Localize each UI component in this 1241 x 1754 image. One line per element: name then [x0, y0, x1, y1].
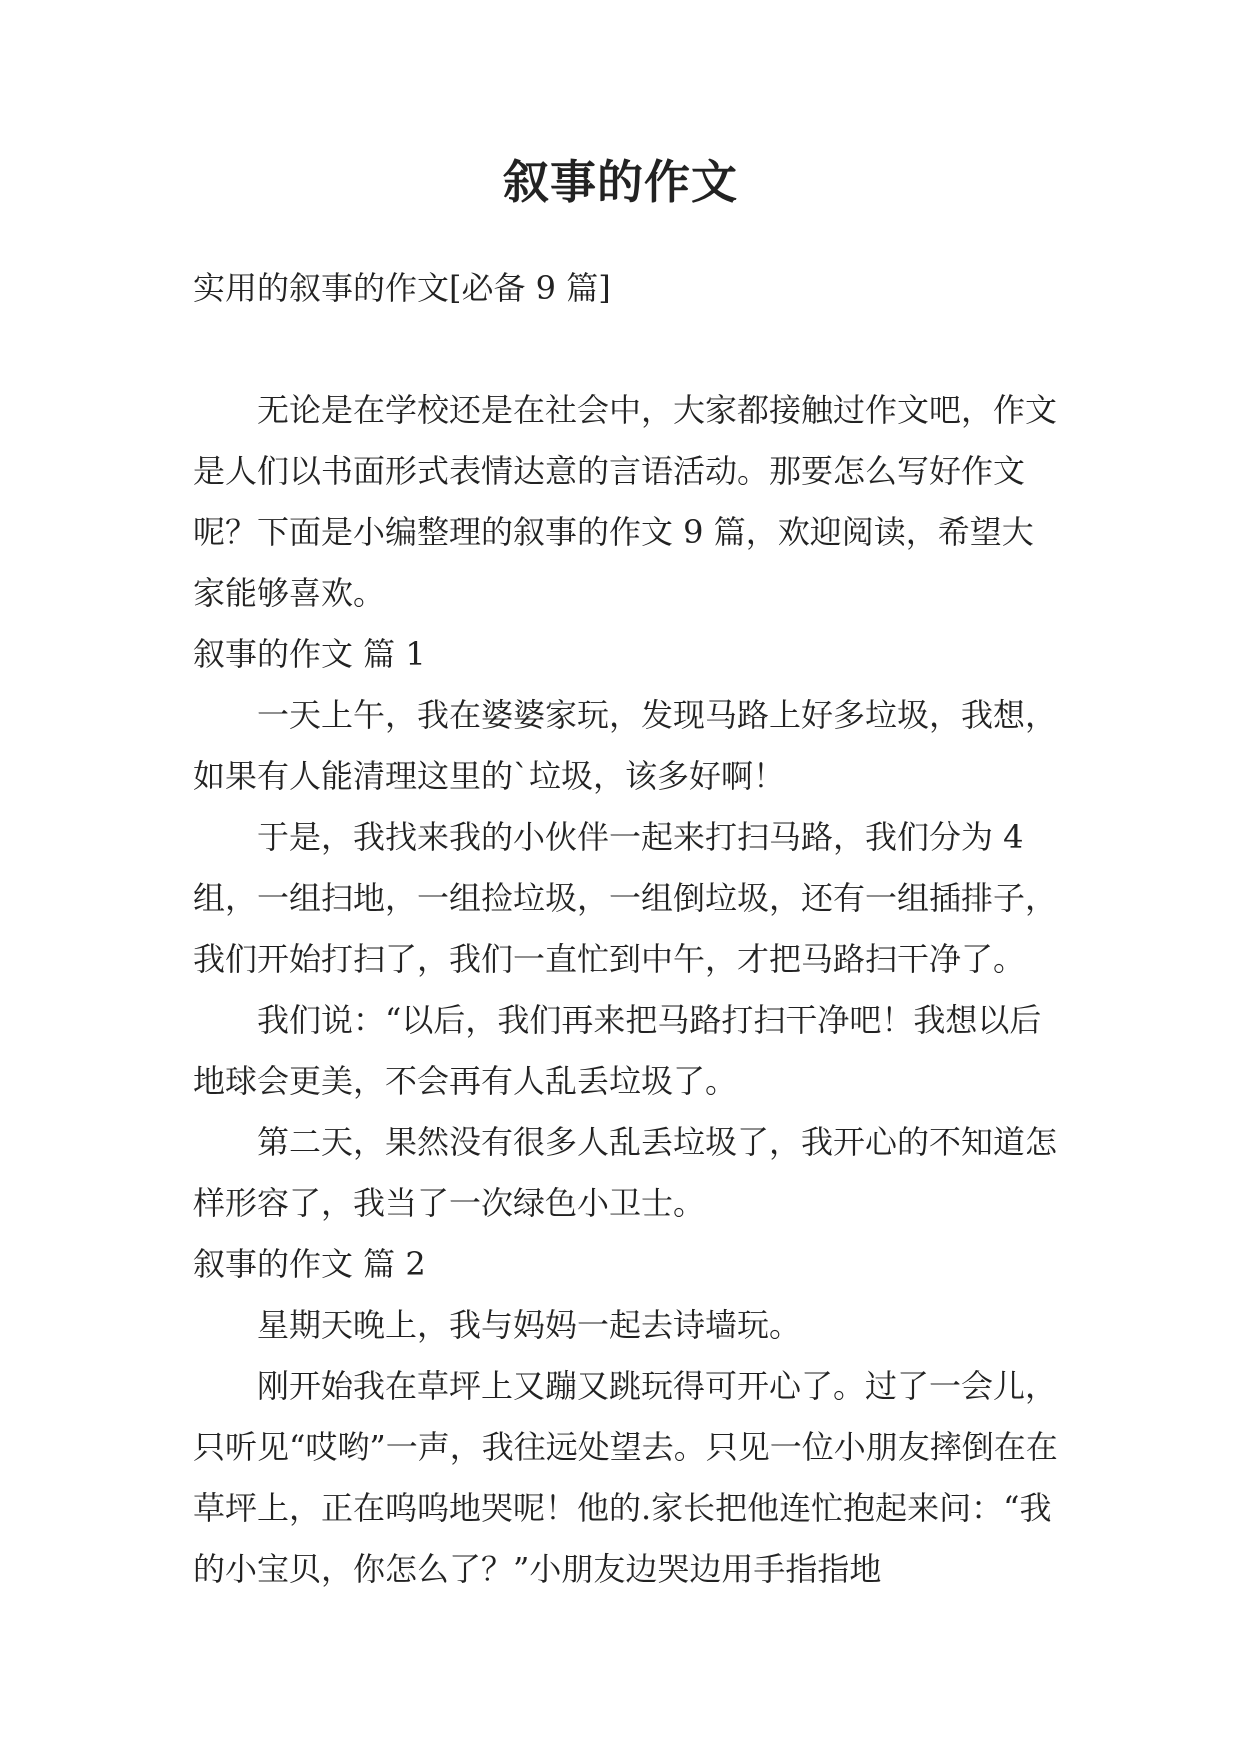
document-title: 叙事的作文 — [503, 155, 738, 209]
document-body — [193, 258, 1063, 1600]
intro-paragraph: 无论是在学校还是在社会中，大家都接触过作文吧，作文是人们以书面形式表情达意的言语活动。那要怎么写好作文呢？下面是小编整理的叙事的作文 9 篇，欢迎阅读，希望大家能够喜欢。 — [193, 391, 1058, 612]
section-1-paragraph-2: 于是，我找来我的小伙伴一起来打扫马路，我们分为 4 组，一组扫地，一组捡垃圾，一组倒垃圾，还有一组插排子，我们开始打扫了，我们一直忙到中午，才把马路扫干净了。 — [193, 818, 1058, 978]
section-1-paragraph-4: 第二天，果然没有很多人乱丢垃圾了，我开心的不知道怎样形容了，我当了一次绿色小卫士。 — [193, 1123, 1058, 1222]
section-2-paragraph-1: 星期天晚上，我与妈妈一起去诗墙玩。 — [257, 1306, 802, 1344]
section-1-paragraph-1: 一天上午，我在婆婆家玩，发现马路上好多垃圾，我想，如果有人能清理这里的`垃圾，该多好啊！ — [193, 696, 1058, 795]
section-heading-1: 叙事的作文 篇 1 — [193, 635, 426, 673]
section-heading-2: 叙事的作文 篇 2 — [193, 1245, 426, 1283]
section-1-paragraph-3: 我们说：“以后，我们再来把马路打扫干净吧！我想以后地球会更美，不会再有人乱丢垃圾了。 — [193, 1001, 1042, 1100]
document-subtitle: 实用的叙事的作文[必备 9 篇] — [193, 269, 611, 307]
section-2-paragraph-2: 刚开始我在草坪上又蹦又跳玩得可开心了。过了一会儿，只听见“哎哟”一声，我往远处望去。只见一位小朋友摔倒在在草坪上，正在呜呜地哭呢！他的.家长把他连忙抱起来问：“我的小宝贝，你怎么了？”小朋友边哭边用手指指地 — [193, 1367, 1058, 1588]
